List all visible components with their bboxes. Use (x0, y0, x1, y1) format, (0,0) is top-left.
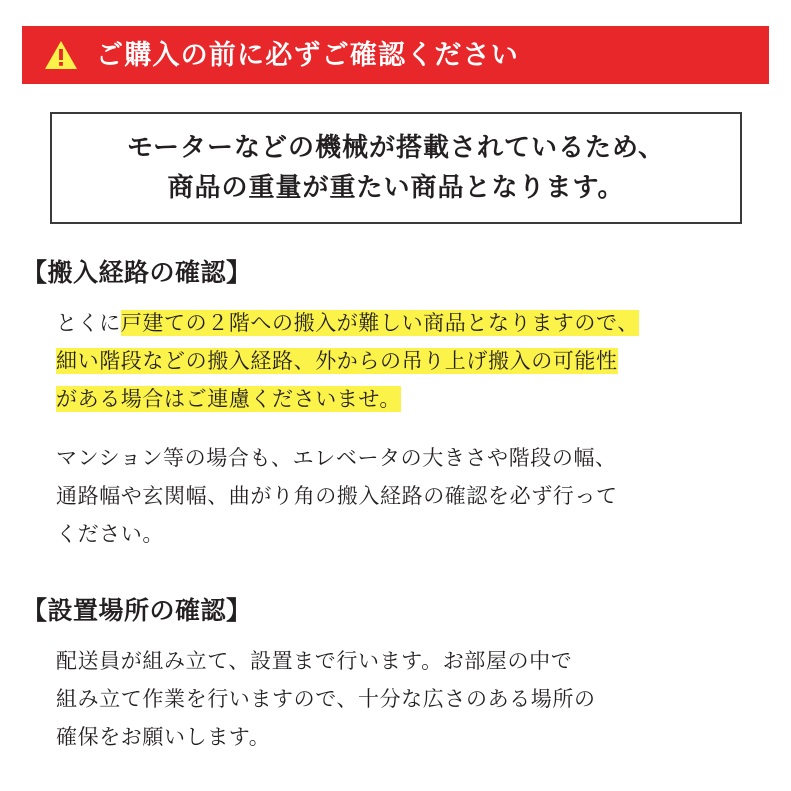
paragraph-line: 確保をお願いします。 (56, 725, 271, 750)
text-run: とくに (56, 311, 121, 335)
text-run-highlighted: 細い階段などの搬入経路、外からの吊り上げ搬入の可能性 (56, 349, 618, 374)
paragraph-line: 組み立て作業を行いますので、十分な広さのある場所の (56, 687, 596, 712)
warning-banner (22, 26, 769, 84)
text-run-highlighted: 戸建ての２階への搬入が難しい商品となりますので、 (120, 311, 639, 335)
section-delivery-route (22, 258, 772, 553)
paragraph-line: 配送員が組み立て、設置まで行います。お部屋の中で (56, 649, 573, 673)
section-installation-location (22, 596, 772, 757)
paragraph-line: 通路幅や玄関幅、曲がり角の搬入経路の確認を必ず行って (56, 483, 618, 508)
lead-line-2: 商品の重量が重たい商品となります。 (167, 173, 625, 203)
section-heading: 【搬入経路の確認】 (22, 258, 252, 287)
lead-line-1: モーターなどの機械が搭載されているため、 (127, 132, 665, 163)
paragraph-install-note (22, 642, 772, 757)
section-heading: 【設置場所の確認】 (22, 596, 252, 625)
paragraph-line (56, 304, 772, 342)
banner-title: ご購入の前に必ずご確認ください (96, 39, 519, 71)
paragraph-line (56, 380, 772, 418)
lead-statement-box (50, 112, 742, 224)
paragraph-line (56, 342, 772, 380)
text-run-highlighted: がある場合はご連慮くださいませ。 (56, 387, 401, 412)
paragraph-mansion-note (22, 439, 772, 554)
warning-triangle-icon (44, 40, 78, 70)
paragraph-line: マンション等の場合も、エレベータの大きさや階段の幅、 (56, 445, 617, 470)
paragraph-line: ください。 (56, 522, 164, 547)
paragraph-route-note-highlighted (22, 304, 772, 419)
